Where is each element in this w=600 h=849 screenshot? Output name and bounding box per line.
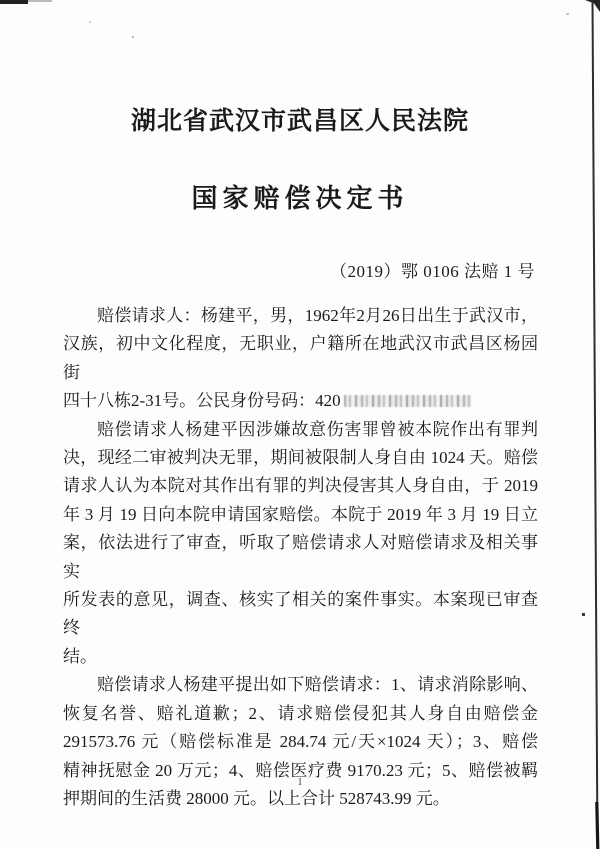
body-line: 年 3 月 19 日向本院申请国家赔偿。本院于 2019 年 3 月 19 日立 [63,504,538,524]
scan-edge-mark-top-left-faint [28,0,52,2]
case-number: （2019）鄂 0106 法赔 1 号 [330,262,535,281]
body-line [63,387,538,415]
id-number-prefix: 四十八栋2-31号。公民身份号码：420 [63,391,341,411]
body-line: 汉族，初中文化程度，无职业，户籍所在地武汉市武昌区杨园街 [63,334,538,382]
court-name: 湖北省武汉市武昌区人民法院 [130,108,469,135]
scan-speck [132,36,134,38]
body-line: 请求人认为本院对其作出有罪的判决侵害其人身自由，于 2019 [63,476,538,496]
body-line: 决，现经二审被判决无罪，期间被限制人身自由 1024 天。赔偿 [63,448,538,468]
body-line: 押期间的生活费 28000 元。以上合计 528743.99 元。 [63,788,450,808]
scan-speck [582,613,585,616]
body-line: 案，依法进行了审查，听取了赔偿请求人对赔偿请求及相关事实 [63,533,538,581]
body-line: 赔偿请求人：杨建平，男，1962年2月26日出生于武汉市， [97,306,538,325]
document-title: 国家赔偿决定书 [191,184,409,213]
body-line: 恢复名誉、赔礼道歉；2、请求赔偿侵犯其人身自由赔偿金 [63,703,538,723]
body-line: 赔偿请求人杨建平因涉嫌故意伤害罪曾被本院作出有罪判 [97,419,538,439]
scan-edge-mark-top-left [0,0,28,4]
body-line: 结。 [63,646,97,666]
body-line: 所发表的意见，调查、核实了相关的案件事实。本案现已审查终 [63,590,538,638]
redacted-id-number-mosaic [344,395,472,407]
scan-corner-mark-top-right [585,0,600,12]
scan-speck [566,13,569,15]
body-line: 精神抚慰金 20 万元；4、赔偿医疗费 9170.23 元；5、赔偿被羁 [63,760,538,780]
body-line: 赔偿请求人杨建平提出如下赔偿请求：1、请求消除影响、 [97,675,538,695]
body-line: 291573.76 元（赔偿标准是 284.74 元/天×1024 天）；3、赔偿 [63,732,538,752]
scan-speck [89,21,91,23]
document-body [63,302,538,813]
page-number: 1 [297,776,303,788]
